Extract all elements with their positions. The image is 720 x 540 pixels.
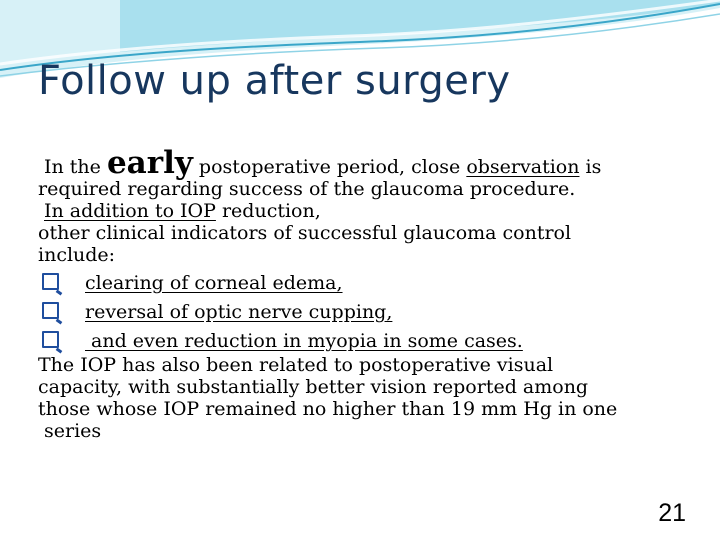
bullet-item <box>38 301 688 323</box>
checkbox-bullet-icon <box>42 331 59 348</box>
emphasis-early: early <box>106 145 193 181</box>
body-line-2: required regarding success of the glaucoma procedure. <box>38 178 576 200</box>
body-line-4: other clinical indicators of successful glaucoma control <box>38 222 572 244</box>
line3-rest: reduction, <box>215 200 321 222</box>
bullet-text: and even reduction in myopia in some cases. <box>85 330 523 352</box>
bullet-item <box>38 272 688 294</box>
body-para2-line-2: capacity, with substantially better vision reported among <box>38 376 589 398</box>
slide-title: Follow up after surgery <box>38 58 511 104</box>
body-para2-line-4: series <box>44 420 102 442</box>
bullet-item <box>38 330 688 352</box>
bullet-text: clearing of corneal edema, <box>85 272 343 294</box>
line1-suffix-b: is <box>579 156 602 178</box>
body-line-5: include: <box>38 244 116 266</box>
underlined-in-addition: In addition to IOP <box>44 200 216 222</box>
line1-prefix: In the <box>44 156 107 178</box>
body-para2-line-3: those whose IOP remained no higher than 19 mm Hg in one <box>38 398 618 420</box>
body-line-1 <box>38 145 688 181</box>
checkbox-bullet-icon <box>42 302 59 319</box>
page-number: 21 <box>658 499 686 527</box>
checkbox-bullet-icon <box>42 273 59 290</box>
slide-body <box>38 145 688 442</box>
underlined-observation: observation <box>466 156 580 178</box>
bullet-text: reversal of optic nerve cupping, <box>85 301 393 323</box>
line1-suffix-a: postoperative period, close <box>192 156 467 178</box>
body-para2-line-1: The IOP has also been related to postoperative visual <box>38 354 554 376</box>
body-line-3 <box>38 200 688 222</box>
